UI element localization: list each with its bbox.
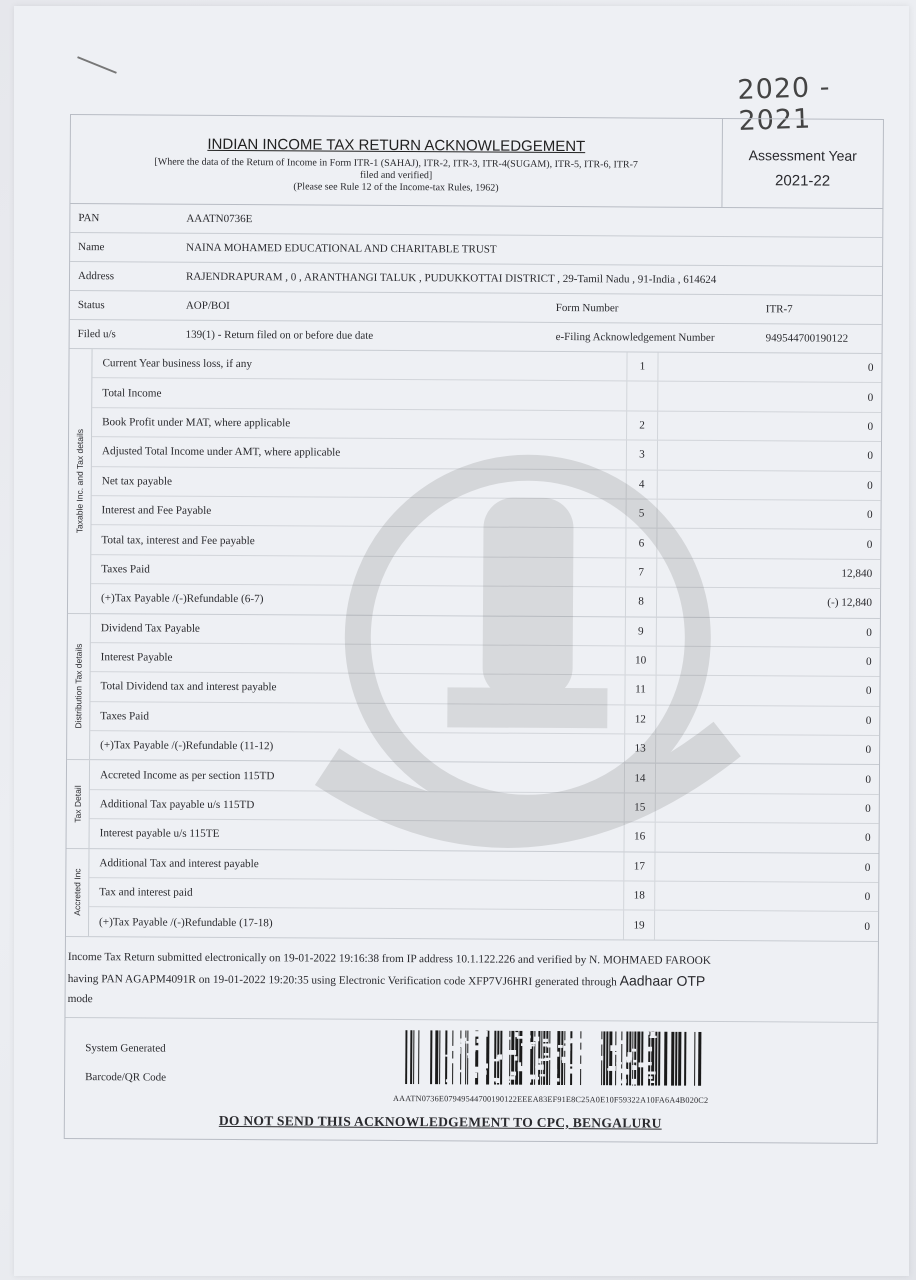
- row-number: 1: [626, 352, 658, 381]
- row-description: Adjusted Total Income under AMT, where applicable: [101, 445, 341, 460]
- paper-sheet: [14, 6, 909, 1276]
- filed-value: 139(1) - Return filed on or before due date: [185, 328, 374, 342]
- system-generated-note: [85, 1034, 166, 1092]
- pan-label: PAN: [78, 212, 100, 225]
- row-value: 0: [867, 450, 873, 463]
- table-row: [91, 614, 880, 648]
- row-value: 0: [866, 509, 873, 522]
- form-number-value: ITR-7: [765, 303, 793, 316]
- form-title: INDIAN INCOME TAX RETURN ACKNOWLEDGEMENT: [207, 135, 586, 156]
- barcode-label: Barcode/QR Code: [85, 1070, 167, 1084]
- row-number: 19: [623, 911, 655, 940]
- row-number: 9: [625, 617, 657, 646]
- form-subtitle-2: filed and verified]: [360, 169, 433, 182]
- table-row: [91, 525, 880, 559]
- row-number: [626, 382, 658, 411]
- table-row: [91, 643, 880, 677]
- tax-section: [67, 614, 880, 766]
- row-description: Total tax, interest and Fee payable: [101, 533, 255, 547]
- row-value: 0: [866, 538, 873, 551]
- table-row: [90, 702, 879, 736]
- section-label: Taxable Inc. and Tax details: [74, 428, 86, 533]
- row-value: 0: [867, 420, 874, 433]
- row-value: 0: [867, 362, 874, 375]
- row-value: 0: [865, 802, 871, 815]
- submission-verification-method: Aadhaar OTP: [619, 972, 706, 989]
- row-value: 0: [864, 920, 871, 933]
- row-value: 12,840: [841, 567, 873, 580]
- name-label: Name: [78, 241, 105, 254]
- row-number: 3: [626, 441, 658, 470]
- table-row: [90, 761, 879, 795]
- section-label: Tax Detail: [72, 785, 83, 823]
- section-label: Accreted Inc: [72, 868, 83, 916]
- row-number: 4: [626, 470, 658, 499]
- table-row: [90, 731, 879, 764]
- row-number: 16: [624, 823, 656, 852]
- submission-line-2: having PAN AGAPM4091R on 19-01-2022 19:20:35 using Electronic Verification code XFP7VJ6HRI generated through: [67, 972, 617, 989]
- row-value: 0: [865, 685, 872, 698]
- row-value: 0: [865, 744, 872, 757]
- row-number: 12: [624, 705, 656, 734]
- submission-note: [65, 937, 877, 1023]
- row-description: Taxes Paid: [101, 563, 150, 576]
- submission-line-3: mode: [67, 992, 93, 1005]
- address-label: Address: [77, 270, 115, 283]
- row-number: 7: [625, 558, 657, 587]
- table-row: [91, 555, 880, 589]
- row-number: 5: [625, 499, 657, 528]
- row-description: Current Year business loss, if any: [102, 357, 252, 371]
- acknowledgement-form: [64, 114, 884, 1144]
- form-subtitle-1: [Where the data of the Return of Income in Form ITR-1 (SAHAJ), ITR-2, ITR-3, ITR-4(SUGAM), ITR-5, ITR-6, ITR-7: [154, 156, 638, 171]
- table-row: [90, 819, 879, 852]
- system-generated-label: System Generated: [85, 1041, 166, 1055]
- row-value: 0: [867, 391, 874, 404]
- row-number: 6: [625, 529, 657, 558]
- row-value: 0: [866, 626, 872, 639]
- table-row: [92, 467, 881, 501]
- table-row: [92, 349, 881, 383]
- table-row: [92, 437, 881, 471]
- row-description: (+)Tax Payable /(-)Refundable (11-12): [100, 739, 274, 753]
- form-footer: [65, 1018, 878, 1143]
- row-description: Book Profit under MAT, where applicable: [102, 416, 291, 430]
- table-row: [89, 908, 878, 941]
- pen-mark: [77, 56, 117, 74]
- filed-label: Filed u/s: [77, 328, 116, 341]
- row-description: Net tax payable: [101, 474, 172, 488]
- row-value: 0: [867, 479, 873, 492]
- row-description: Additional Tax and interest payable: [99, 857, 259, 870]
- table-row: [90, 790, 879, 824]
- row-number: 17: [623, 852, 655, 881]
- table-row: [91, 584, 880, 617]
- row-value: (-) 12,840: [827, 596, 873, 610]
- row-value: 0: [864, 832, 871, 845]
- form-subtitle-3: (Please see Rule 12 of the Income-tax Rules, 1962): [293, 181, 499, 194]
- row-description: Additional Tax payable u/s 115TD: [99, 798, 255, 812]
- row-description: Accreted Income as per section 115TD: [99, 768, 275, 782]
- row-value: 0: [864, 891, 871, 904]
- submission-line-1: Income Tax Return submitted electronically on 19-01-2022 19:16:38 from IP address 10.1.122.226 and verified by N. MOHMAED FAROOK: [67, 950, 712, 967]
- form-header: [70, 115, 883, 209]
- table-row: [89, 849, 878, 883]
- row-number: 10: [625, 646, 657, 675]
- table-row: [92, 379, 881, 413]
- row-value: 0: [865, 773, 871, 786]
- do-not-send-notice: DO NOT SEND THIS ACKNOWLEDGEMENT TO CPC, BENGALURU: [218, 1112, 662, 1131]
- barcode-image: [405, 1030, 703, 1086]
- tax-section: [68, 349, 882, 618]
- form-number-label: Form Number: [555, 301, 619, 315]
- name-value: NAINA MOHAMED EDUCATIONAL AND CHARITABLE TRUST: [186, 241, 497, 256]
- ack-number-label: e-Filing Acknowledgement Number: [555, 330, 715, 344]
- pan-value: AAATN0736E: [186, 212, 253, 226]
- row-description: Total Dividend tax and interest payable: [100, 680, 277, 694]
- assessment-year-label: Assessment Year: [748, 147, 857, 164]
- handwritten-year: 2020 - 2021: [736, 71, 832, 137]
- section-label: Distribution Tax details: [73, 644, 84, 730]
- row-value: 0: [866, 655, 872, 669]
- row-number: 11: [624, 676, 656, 705]
- row-number: 13: [624, 734, 656, 763]
- tax-section: [66, 849, 879, 942]
- row-number: 2: [626, 411, 658, 440]
- ack-number-value: 949544700190122: [765, 332, 849, 345]
- row-description: Tax and interest paid: [99, 886, 193, 899]
- row-number: 18: [623, 881, 655, 910]
- table-row: [92, 408, 881, 442]
- row-number: 8: [625, 588, 657, 617]
- table-row: [91, 496, 880, 530]
- row-description: (+)Tax Payable /(-)Refundable (6-7): [101, 592, 264, 606]
- row-value: 0: [864, 861, 871, 874]
- row-description: Total Income: [102, 386, 162, 400]
- assessment-year-value: 2021-22: [775, 172, 831, 190]
- row-number: 14: [624, 764, 656, 793]
- row-description: Taxes Paid: [100, 710, 149, 723]
- row-description: Interest payable u/s 115TE: [99, 827, 220, 841]
- row-description: Dividend Tax Payable: [100, 621, 200, 635]
- table-row: [89, 878, 878, 912]
- tax-sections: [66, 349, 882, 942]
- row-description: (+)Tax Payable /(-)Refundable (17-18): [99, 915, 273, 929]
- tax-section: [67, 760, 880, 853]
- assessment-year-box: [722, 119, 883, 208]
- status-label: Status: [77, 299, 105, 312]
- status-value: AOP/BOI: [185, 299, 230, 312]
- row-value: 0: [865, 714, 872, 727]
- row-description: Interest and Fee Payable: [101, 504, 212, 518]
- row-number: 15: [624, 793, 656, 822]
- address-value: RAJENDRAPURAM , 0 , ARANTHANGI TALUK , PUDUKKOTTAI DISTRICT , 29-Tamil Nadu , 91-India , 614624: [185, 270, 717, 286]
- row-description: Interest Payable: [100, 651, 173, 664]
- barcode-text: AAATN0736E07949544700190122EEEA83EF91E8C25A0E10F59322A10FA6A4B020C2: [392, 1093, 709, 1105]
- table-row: [90, 672, 879, 706]
